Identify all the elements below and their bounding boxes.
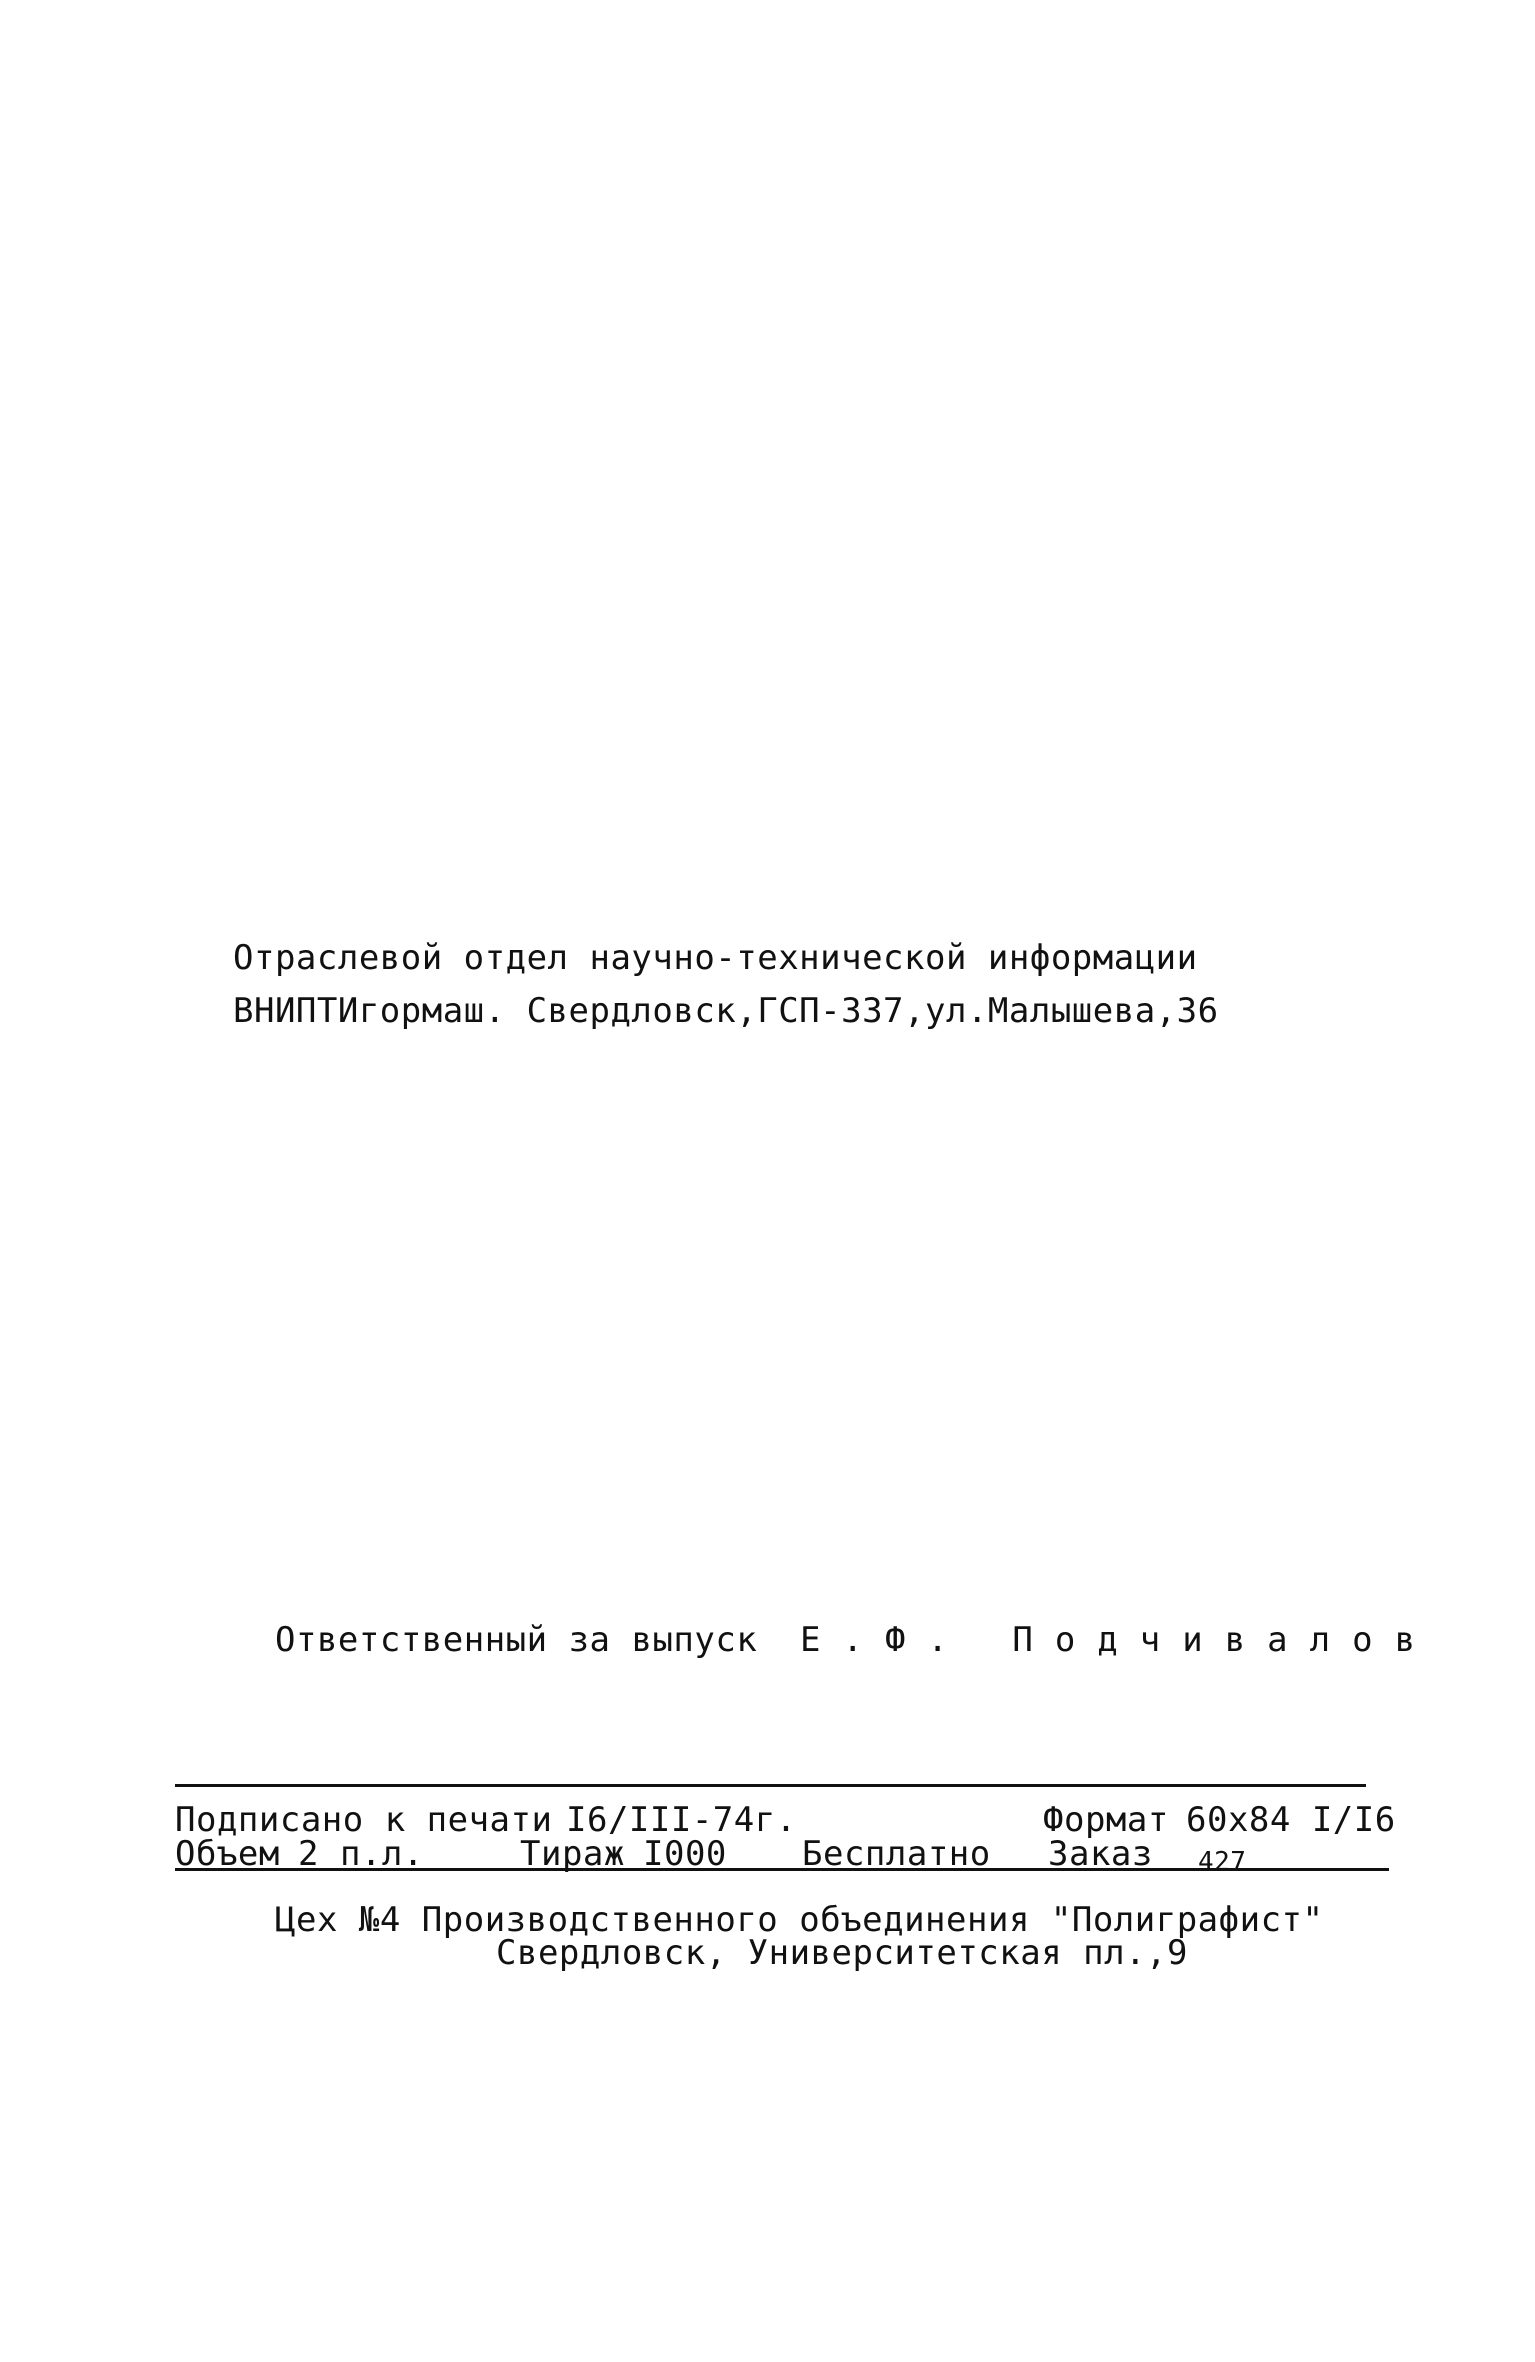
signed-label: Подписано к печати bbox=[175, 1800, 553, 1840]
print-run-label: Тираж bbox=[520, 1834, 625, 1874]
printer-line-1: Цех №4 Производственного объединения "Полиграфист" bbox=[275, 1900, 1324, 1940]
signed-date: I6/III-74г. bbox=[566, 1800, 797, 1840]
print-run-value: I000 bbox=[643, 1834, 727, 1874]
publisher-line-1: Отраслевой отдел научно-технической информации bbox=[233, 938, 1198, 978]
responsible-name: Е.Ф. Подчивалов bbox=[800, 1620, 1438, 1660]
imprint-top-rule bbox=[175, 1784, 1366, 1787]
price: Бесплатно bbox=[802, 1834, 991, 1874]
printer-line-2: Свердловск, Университетская пл.,9 bbox=[496, 1933, 1189, 1973]
imprint-bottom-rule bbox=[175, 1868, 1389, 1871]
format-value: 60x84 I/I6 bbox=[1186, 1800, 1396, 1840]
responsible-label: Ответственный за выпуск bbox=[275, 1620, 758, 1660]
format-label: Формат bbox=[1043, 1800, 1169, 1840]
volume-value: 2 п.л. bbox=[298, 1834, 424, 1874]
order-value: 427 bbox=[1198, 1847, 1247, 1877]
publisher-line-2: ВНИПТИгормаш. Свердловск,ГСП-337,ул.Малышева,36 bbox=[233, 991, 1219, 1031]
volume-label: Объем bbox=[175, 1834, 280, 1874]
order-label: Заказ bbox=[1048, 1834, 1153, 1874]
